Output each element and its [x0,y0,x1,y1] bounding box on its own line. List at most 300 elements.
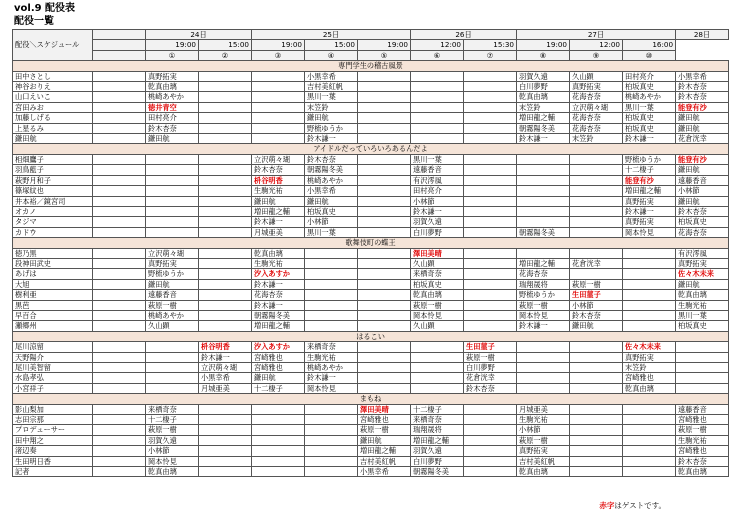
guest-actor-cell: 能登有沙 [676,102,729,112]
header-spacer [93,30,146,40]
empty-cell [570,154,623,164]
actor-cell: 鈴木謙一 [252,279,305,289]
actor-cell: 鈴木杏奈 [676,92,729,102]
actor-cell: 花倉洸幸 [464,373,517,383]
role-name: 黒芭 [13,300,93,310]
empty-cell [358,352,411,362]
empty-cell [199,446,252,456]
empty-cell [252,435,305,445]
empty-cell [358,258,411,268]
empty-cell [146,154,199,164]
actor-cell: 柏坂真史 [623,123,676,133]
header-spacer [93,40,146,50]
cast-row [13,363,729,373]
actor-cell: 白川夢野 [411,456,464,466]
header-time: 15:00 [305,40,358,50]
cast-row [13,258,729,268]
role-name: あげは [13,269,93,279]
header-time: 15:30 [464,40,517,50]
actor-cell: 桃崎あやか [623,92,676,102]
empty-cell [305,435,358,445]
empty-cell [93,446,146,456]
empty-cell [623,456,676,466]
empty-cell [146,342,199,352]
empty-cell [570,165,623,175]
empty-cell [146,175,199,185]
cast-row [13,206,729,216]
empty-cell [305,290,358,300]
empty-cell [411,92,464,102]
actor-cell: 生駒光祐 [517,415,570,425]
cast-row [13,383,729,393]
empty-cell [93,206,146,216]
empty-cell [93,300,146,310]
empty-cell [464,435,517,445]
empty-cell [517,373,570,383]
empty-cell [464,300,517,310]
cast-row [13,404,729,414]
empty-cell [517,217,570,227]
empty-cell [570,227,623,237]
cast-row [13,321,729,331]
empty-cell [199,467,252,477]
actor-cell: 宮崎雅也 [676,415,729,425]
empty-cell [570,363,623,373]
actor-cell: 乾真由璃 [517,467,570,477]
empty-cell [146,196,199,206]
actor-cell: 鈴木謙一 [305,373,358,383]
empty-cell [252,92,305,102]
actor-cell: 野梳ゆうか [623,154,676,164]
actor-cell: 黒川一葉 [305,92,358,102]
empty-cell [464,404,517,414]
empty-cell [464,113,517,123]
actor-cell: 花海杏奈 [517,269,570,279]
empty-cell [411,134,464,144]
actor-cell: 月城亜美 [517,404,570,414]
empty-cell [358,363,411,373]
actor-cell: 鈴木謙一 [305,134,358,144]
actor-cell: 鈴木謙一 [517,134,570,144]
actor-cell: 瑞翔晟将 [517,279,570,289]
role-name: 天野陽介 [13,352,93,362]
cast-row [13,71,729,81]
empty-cell [411,342,464,352]
actor-cell: 田村亮介 [146,113,199,123]
empty-cell [358,175,411,185]
empty-cell [93,352,146,362]
actor-cell: 真野拓実 [676,258,729,268]
actor-cell: 朝霧陽冬美 [517,227,570,237]
empty-cell [623,321,676,331]
empty-cell [517,165,570,175]
actor-cell: 鈴木杏奈 [570,310,623,320]
actor-cell: 朝霧陽冬美 [305,165,358,175]
header-corner: 配役＼スケジュール [13,30,93,61]
actor-cell: 真野拓実 [623,217,676,227]
empty-cell [199,165,252,175]
empty-cell [305,269,358,279]
empty-cell [252,404,305,414]
actor-cell: 宮崎雅也 [252,352,305,362]
empty-cell [199,123,252,133]
empty-cell [358,227,411,237]
empty-cell [252,467,305,477]
empty-cell [623,446,676,456]
empty-cell [93,227,146,237]
header-time: 12:00 [411,40,464,50]
empty-cell [199,113,252,123]
role-name: カドウ [13,227,93,237]
actor-cell: 柏坂真史 [623,113,676,123]
empty-cell [93,123,146,133]
cast-row [13,290,729,300]
empty-cell [464,165,517,175]
actor-cell: 桃崎あやか [146,92,199,102]
actor-cell: 乾真由璃 [676,290,729,300]
role-name: 尾川美智留 [13,363,93,373]
empty-cell [146,206,199,216]
header-time: 19:00 [146,40,199,50]
actor-cell: 鎌田航 [570,321,623,331]
role-name: 鎌田航 [13,134,93,144]
actor-cell: 遠藤香音 [676,404,729,414]
actor-cell: 萩原一樹 [517,435,570,445]
actor-cell: 末笠鈴 [305,102,358,112]
empty-cell [93,102,146,112]
actor-cell: 生駒光祐 [305,352,358,362]
performance-number: ⑥ [411,50,464,60]
actor-cell: 鈴木杏奈 [464,383,517,393]
cast-row [13,248,729,258]
actor-cell: 久山顕 [146,321,199,331]
empty-cell [199,269,252,279]
empty-cell [252,415,305,425]
empty-cell [358,71,411,81]
actor-cell: 宮崎雅也 [358,415,411,425]
role-name: 影山梨加 [13,404,93,414]
actor-cell: 岡本怜見 [305,383,358,393]
role-name: 相畑鷹子 [13,154,93,164]
empty-cell [570,248,623,258]
actor-cell: 小黒幸希 [199,373,252,383]
role-name: 宮田みお [13,102,93,112]
actor-cell: 鈴木杏奈 [146,123,199,133]
empty-cell [199,279,252,289]
empty-cell [464,227,517,237]
role-name: 篠塚紋也 [13,186,93,196]
actor-cell: 遠藤香音 [146,290,199,300]
empty-cell [305,404,358,414]
empty-cell [252,71,305,81]
empty-cell [93,342,146,352]
actor-cell: 乾真由璃 [517,92,570,102]
empty-cell [570,217,623,227]
empty-cell [358,92,411,102]
empty-cell [93,154,146,164]
actor-cell: 末笠鈴 [623,363,676,373]
empty-cell [93,113,146,123]
cast-row [13,113,729,123]
actor-cell: 真野拓実 [623,352,676,362]
header-time: 19:00 [358,40,411,50]
empty-cell [199,310,252,320]
empty-cell [199,175,252,185]
empty-cell [93,435,146,445]
empty-cell [93,71,146,81]
header-number-row [13,50,729,60]
empty-cell [305,425,358,435]
role-name: 志田宗那 [13,415,93,425]
actor-cell: 生駒光祐 [676,300,729,310]
empty-cell [305,248,358,258]
empty-cell [676,352,729,362]
empty-cell [570,206,623,216]
empty-cell [252,102,305,112]
empty-cell [623,404,676,414]
empty-cell [305,258,358,268]
guest-actor-cell: 澤田美晴 [411,248,464,258]
empty-cell [252,446,305,456]
empty-cell [93,321,146,331]
actor-cell: 白川夢野 [517,82,570,92]
actor-cell: 立沢萌々瑚 [570,102,623,112]
actor-cell: 田村亮介 [623,71,676,81]
empty-cell [199,290,252,300]
actor-cell: 生駒光祐 [676,435,729,445]
empty-cell [517,363,570,373]
actor-cell: 乾真由璃 [676,467,729,477]
empty-cell [199,102,252,112]
performance-number: ② [199,50,252,60]
empty-cell [252,82,305,92]
header-date: 27日 [517,30,676,40]
empty-cell [676,363,729,373]
actor-cell: 花海杏奈 [570,92,623,102]
empty-cell [358,300,411,310]
empty-cell [358,134,411,144]
actor-cell: 萩原一樹 [517,300,570,310]
actor-cell: 岡本怜見 [411,310,464,320]
empty-cell [93,279,146,289]
empty-cell [252,113,305,123]
empty-cell [570,435,623,445]
empty-cell [199,196,252,206]
cast-row [13,446,729,456]
empty-cell [570,446,623,456]
empty-cell [199,206,252,216]
actor-cell: 鎌田航 [146,134,199,144]
actor-cell: 久山顕 [411,258,464,268]
empty-cell [517,352,570,362]
empty-cell [199,134,252,144]
empty-cell [623,269,676,279]
empty-cell [199,154,252,164]
actor-cell: 小林節 [570,300,623,310]
empty-cell [464,206,517,216]
empty-cell [305,279,358,289]
empty-cell [146,227,199,237]
role-name: 瀬郷州 [13,321,93,331]
empty-cell [252,134,305,144]
empty-cell [517,154,570,164]
actor-cell: 吉村美紅帆 [305,82,358,92]
role-name: 加藤しげる [13,113,93,123]
empty-cell [199,248,252,258]
empty-cell [623,279,676,289]
empty-cell [570,425,623,435]
actor-cell: 真野拓実 [570,82,623,92]
section-title: まもね [13,394,729,404]
actor-cell: 十二棲子 [146,415,199,425]
empty-cell [411,373,464,383]
actor-cell: 鎌田航 [358,435,411,445]
actor-cell: 萩原一樹 [411,300,464,310]
actor-cell: 萩原一樹 [676,425,729,435]
empty-cell [93,363,146,373]
actor-cell: 花倉洸幸 [676,134,729,144]
empty-cell [252,456,305,466]
actor-cell: 鎌田航 [676,113,729,123]
cast-row [13,123,729,133]
actor-cell: 桃崎あやか [305,363,358,373]
role-name: 水島孝弘 [13,373,93,383]
guest-actor-cell: 生田菫子 [570,290,623,300]
role-name: 段神田武史 [13,258,93,268]
empty-cell [464,310,517,320]
role-name: 田中さとし [13,71,93,81]
guest-actor-cell: 佐々木未来 [623,342,676,352]
empty-cell [358,321,411,331]
empty-cell [93,373,146,383]
actor-cell: 鎌田航 [676,123,729,133]
actor-cell: 真野拓実 [517,446,570,456]
cast-row [13,82,729,92]
role-name: 山口えいこ [13,92,93,102]
section-header-row [13,144,729,154]
actor-cell: 鈴木謙一 [252,217,305,227]
empty-cell [464,102,517,112]
empty-cell [93,425,146,435]
actor-cell: 鎌田航 [252,373,305,383]
empty-cell [464,258,517,268]
empty-cell [464,456,517,466]
empty-cell [93,456,146,466]
empty-cell [411,113,464,123]
empty-cell [623,248,676,258]
empty-cell [358,373,411,383]
empty-cell [464,196,517,206]
actor-cell: 羽賀久遠 [146,435,199,445]
actor-cell: 吉村美紅帆 [517,456,570,466]
actor-cell: 鎌田航 [676,165,729,175]
actor-cell: 鈴木謙一 [623,206,676,216]
empty-cell [146,373,199,383]
role-name: 羽鳥藍子 [13,165,93,175]
actor-cell: 柏坂真史 [676,321,729,331]
empty-cell [517,383,570,393]
header-time: 19:00 [252,40,305,50]
actor-cell: 生駒光祐 [252,258,305,268]
header-time: 16:00 [623,40,676,50]
actor-cell: 有沢澪風 [676,248,729,258]
section-title: 専門学生の稽古風景 [13,61,729,71]
empty-cell [570,456,623,466]
empty-cell [199,71,252,81]
header-date-row [13,30,729,40]
actor-cell: 小林節 [411,196,464,206]
cast-row [13,456,729,466]
actor-cell: 柏坂真史 [411,279,464,289]
actor-cell: 柏坂真史 [305,206,358,216]
empty-cell [199,258,252,268]
cast-row [13,227,729,237]
empty-cell [199,300,252,310]
actor-cell: 花海杏奈 [570,123,623,133]
cast-row [13,342,729,352]
empty-cell [146,363,199,373]
footnote-text: はゲストです。 [614,501,666,510]
footnote-red-text: 赤字 [599,501,615,510]
actor-cell: 鈴木杏奈 [252,165,305,175]
empty-cell [517,196,570,206]
actor-cell: 小林節 [517,425,570,435]
empty-cell [146,383,199,393]
empty-cell [358,342,411,352]
cast-row [13,165,729,175]
role-name: 田中翔之 [13,435,93,445]
header-date: 28日 [676,30,729,40]
actor-cell: 有沢澪風 [411,175,464,185]
cast-table-body [13,30,729,477]
empty-cell [358,290,411,300]
empty-cell [464,467,517,477]
cast-row [13,102,729,112]
empty-cell [199,404,252,414]
empty-cell [517,175,570,185]
empty-cell [411,102,464,112]
actor-cell: 末笠鈴 [517,102,570,112]
empty-cell [146,352,199,362]
cast-row [13,269,729,279]
performance-number: ⑨ [570,50,623,60]
empty-cell [676,383,729,393]
role-name: 生田明日香 [13,456,93,466]
empty-cell [358,82,411,92]
cast-row [13,279,729,289]
actor-cell: 増田龍之輔 [517,113,570,123]
actor-cell: 羽賀久遠 [517,71,570,81]
empty-cell [623,290,676,300]
empty-cell [358,310,411,320]
empty-cell [252,425,305,435]
empty-cell [93,92,146,102]
actor-cell: 増田龍之輔 [252,321,305,331]
empty-cell [305,300,358,310]
empty-cell [199,227,252,237]
empty-cell [358,113,411,123]
empty-cell [146,217,199,227]
empty-cell [676,373,729,383]
empty-cell [464,425,517,435]
actor-cell: 羽賀久遠 [411,446,464,456]
actor-cell: 萩原一樹 [358,425,411,435]
empty-cell [676,342,729,352]
actor-cell: 生駒光祐 [252,186,305,196]
guest-actor-cell: 汐入あすか [252,342,305,352]
empty-cell [464,290,517,300]
header-date: 24日 [146,30,252,40]
